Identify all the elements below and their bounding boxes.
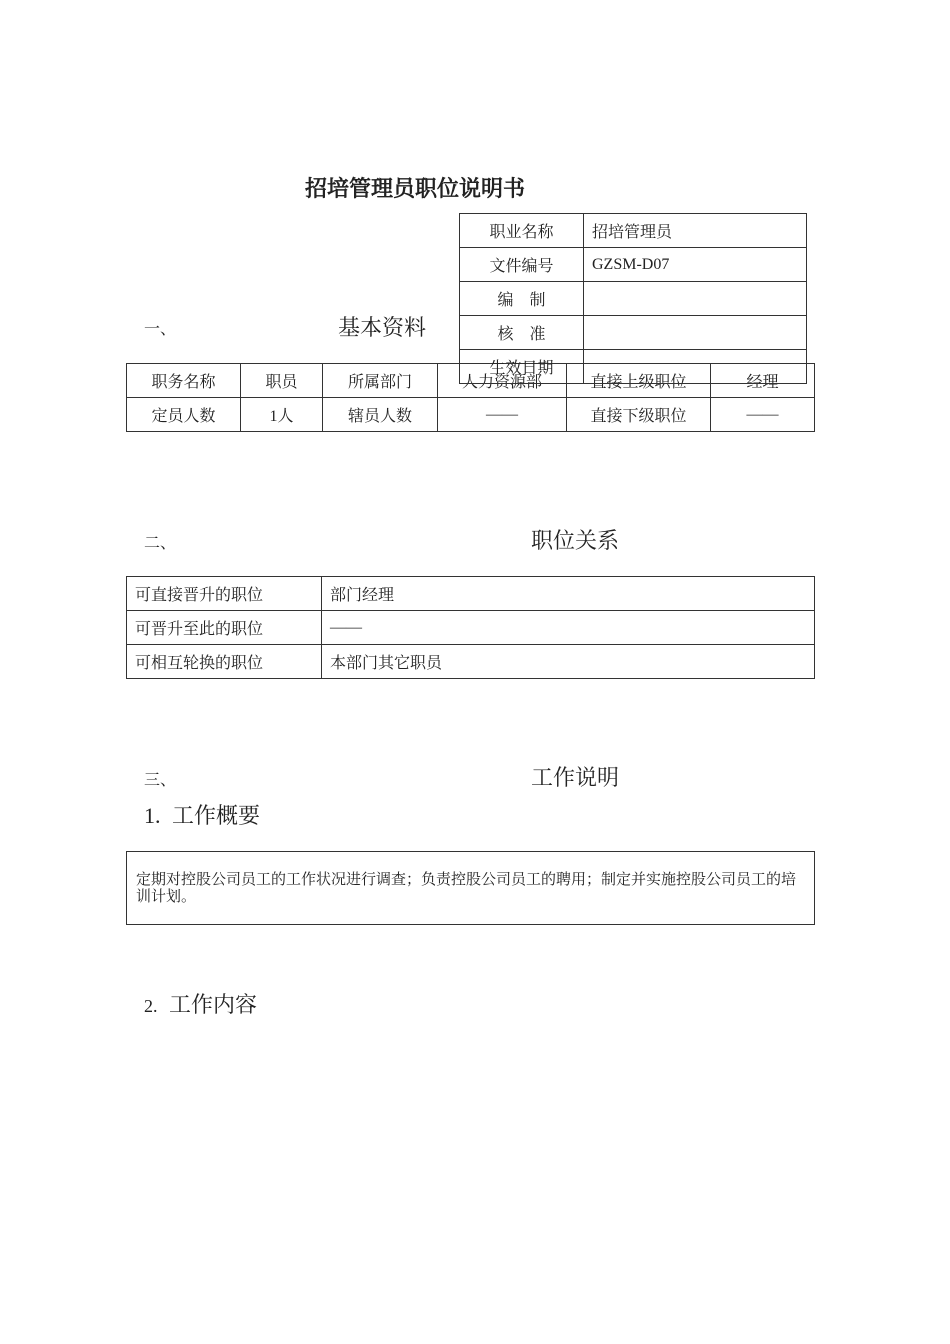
- info-value: GZSM-D07: [584, 248, 807, 282]
- work-summary-box: [126, 851, 815, 925]
- table-cell: 职员: [241, 364, 323, 398]
- table-row: [127, 645, 815, 679]
- table-row: [460, 350, 807, 384]
- section3-number: 三、: [144, 772, 177, 789]
- table-row: [460, 316, 807, 350]
- info-label: 生效日期: [460, 350, 584, 384]
- subsection2-title: 工作内容: [169, 993, 258, 1018]
- table-row: [460, 282, 807, 316]
- info-label: 编 制: [460, 282, 584, 316]
- table-row: [127, 611, 815, 645]
- relation-value: 部门经理: [322, 577, 815, 611]
- info-label: 职业名称: [460, 214, 584, 248]
- subsection1-heading: [144, 799, 260, 830]
- table-cell: 所属部门: [323, 364, 438, 398]
- section2-title: 职位关系: [531, 529, 620, 554]
- table-row: [460, 214, 807, 248]
- relation-value: 本部门其它职员: [322, 645, 815, 679]
- info-value: 招培管理员: [584, 214, 807, 248]
- document-info-table: [459, 213, 807, 384]
- subsection1-title: 工作概要: [172, 804, 261, 829]
- table-cell: 1人: [241, 398, 323, 432]
- table-cell: 直接下级职位: [567, 398, 711, 432]
- table-cell: 经理: [711, 364, 815, 398]
- table-cell: 直接上级职位: [567, 364, 711, 398]
- relation-label: 可直接晋升的职位: [127, 577, 322, 611]
- info-value: [584, 316, 807, 350]
- table-cell: 人力资源部: [438, 364, 567, 398]
- table-row: [460, 248, 807, 282]
- relation-label: 可晋升至此的职位: [127, 611, 322, 645]
- subsection2-number: 2.: [144, 996, 158, 1016]
- section2-number: 二、: [144, 535, 177, 552]
- info-value: [584, 350, 807, 384]
- subsection1-number: 1.: [144, 803, 161, 828]
- section3-title: 工作说明: [531, 766, 620, 791]
- table-cell: ——: [438, 398, 567, 432]
- table-row: [127, 577, 815, 611]
- position-relations-table: [126, 576, 815, 679]
- document-title: 招培管理员职位说明书: [305, 177, 526, 202]
- table-row: [127, 398, 815, 432]
- relation-value: ——: [322, 611, 815, 645]
- section1-number: 一、: [144, 321, 177, 338]
- info-value: [584, 282, 807, 316]
- info-label: 文件编号: [460, 248, 584, 282]
- subsection2-heading: [144, 988, 257, 1019]
- table-cell: 定员人数: [127, 398, 241, 432]
- section1-title: 基本资料: [338, 316, 427, 341]
- table-cell: 辖员人数: [323, 398, 438, 432]
- table-cell: 职务名称: [127, 364, 241, 398]
- info-label: 核 准: [460, 316, 584, 350]
- table-cell: ——: [711, 398, 815, 432]
- relation-label: 可相互轮换的职位: [127, 645, 322, 679]
- work-summary-text: 定期对控股公司员工的工作状况进行调查；负责控股公司员工的聘用；制定并实施控股公司员工的培训计划。: [136, 872, 797, 905]
